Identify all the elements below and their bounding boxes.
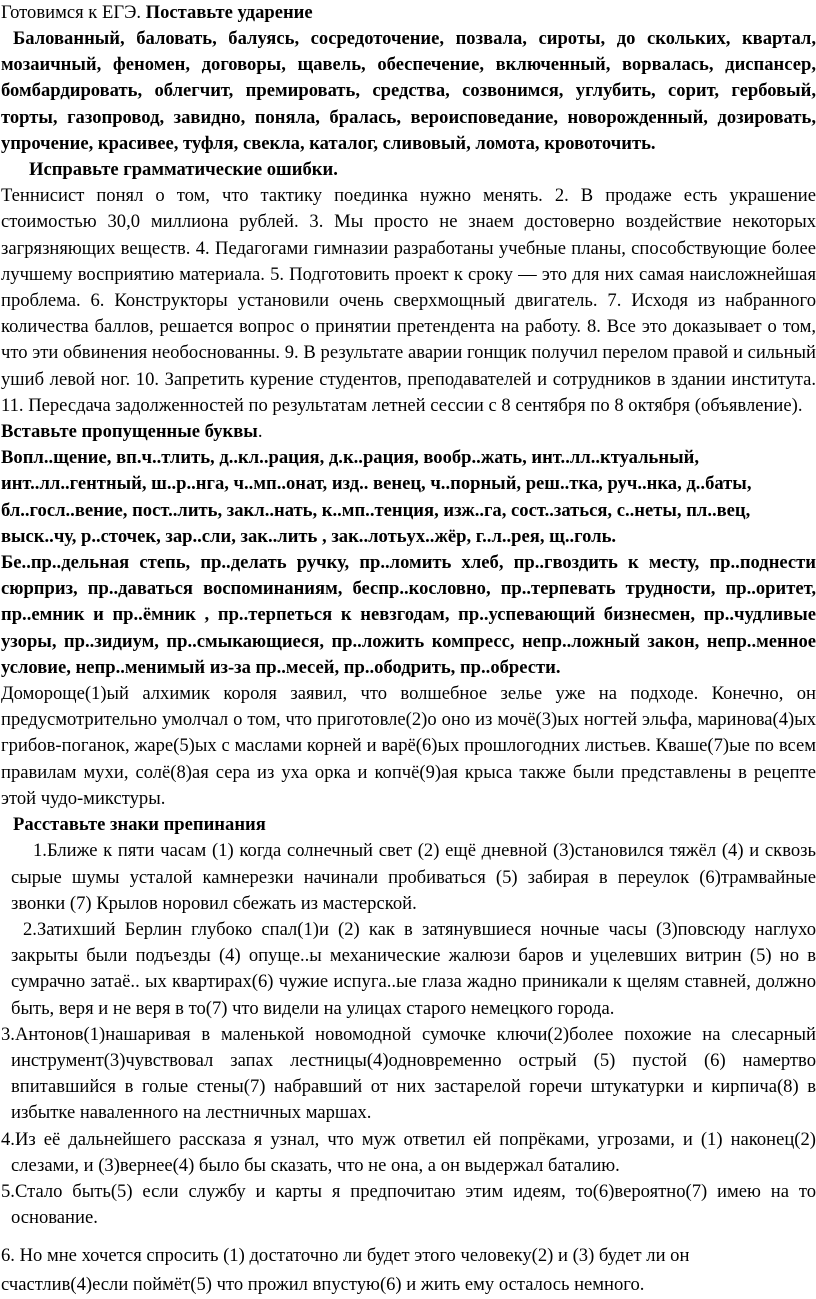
grammar-paragraph: Теннисист понял о том, что тактику поединка нужно менять. 2. В продаже есть украшение стоимостью 30,0 миллиона рублей. 3. Мы просто не знаем достоверно воздействие некоторых загрязняющих веществ. 4. Педагогами гимназии разработаны учебные планы, способствующие более лучшему восприятию материала. 5. Подготовить проект к сроку — это для них самая наисложнейшая проблема. 6. Конструкторы установили очень сверхмощный двигатель. 7. Исходя из набранного количества баллов, решается вопрос о принятии претендента на работу. 8. Все это доказывает о том, что эти обвинения необоснованны. 9. В результате аварии гонщик получил перелом правой и сильный ушиб левой ног. 10. Запретить курение студентов, преподавателей и сотрудников в здании института. 11. Пересдача задолженностей по результатам летней сессии с 8 сентября по 8 октября (объявление). [1,185,816,416]
punctuation-item-2: 2.Затихший Берлин глубоко спал(1)и (2) как в затянувшиеся ночные часы (3)повсюду наглухо закрыты были подъезды (4) опуще..ы механические жалюзи баров и уцелевших витрин (5) но в сумрачно затаё.. ых квартирах(6) чужие испуга..ые глаза жадно приникали к щелям ставней, должно быть, веря и не веря в то(7) что видели на улицах старого немецкого города. [11,918,816,1019]
section-title-stress: Поставьте ударение [145,2,313,23]
punctuation-item-4: 4.Из её дальнейшего рассказа я узнал, что муж ответил ей попрёками, угрозами, и (1) наконец(2) слезами, и (3)вернее(4) было бы сказать, что не она, а он выдержал баталию. [1,1128,816,1176]
header-prefix: Готовимся к ЕГЭ. [1,2,142,23]
punctuation-item-1: 1.Ближе к пяти часам (1) когда солнечный свет (2) ещё дневной (3)становился тяжёл (4) и сквозь сырые шумы усталой камнерезки начинали пробиваться (5) забирая в переулок (6)трамвайные звонки (7) Крылов норовил сбежать из мастерской. [11,840,816,914]
section-title-letters-line [1,419,816,445]
section-title-letters-suffix: . [257,421,263,443]
letters-paragraph-1: Вопл..щение, вп.ч..тлить, д..кл..рация, д.к..рация, вообр..жать, инт..лл..ктуальный, инт..лл..гентный, ш..р..нга, ч..мп..онат, изд.. венец, ч..порный, реш..тка, руч..нка, д..баты, бл..госл..вение, пост..лить, закл..нать, к..мп..тенция, изж..га, сост..заться, с..неты, пл..вец, выск..чу, р..сточек, зар..сли, зак..лить , зак..лотьух..жёр, г..л..рея, щ..голь. [1,447,752,547]
section-title-punctuation: Расставьте знаки препинания [13,814,266,836]
section-title-letters: Вставьте пропущенные буквы [1,421,258,443]
punctuation-item-6: 6. Но мне хочется спросить (1) достаточно ли будет этого человеку(2) и (3) будет ли он счастлив(4)если поймёт(5) что прожил впустую(6) и жить ему осталось немного. [1,1245,690,1296]
spacer [1,1231,816,1241]
page-header [1,0,816,26]
letters-paragraph-2: Бе..пр..дельная степь, пр..делать ручку, пр..ломить хлеб, пр..гвоздить к месту, пр..поднести сюрприз, пр..даваться воспоминаниям, беспр..кословно, пр..терпевать трудности, пр..оритет, пр..емник и пр..ёмник , пр..терпеться к невзгодам, пр..успевающий бизнесмен, пр..чудливые узоры, пр..зидиум, пр..смыкающиеся, пр..ложить компресс, непр..ложный закон, непр..менное условие, непр..менимый из-за пр..месей, пр..ободрить, пр..обрести. [1,552,816,678]
punctuation-item-5: 5.Стало быть(5) если службу и карты я предпочитаю этим идеям, то(6)вероятно(7) имею на то основание. [1,1180,816,1229]
letters-paragraph-n: Доморощe(1)ый алхимик короля заявил, что волшебное зелье уже на подходе. Конечно, он предусмотрительно умолчал о том, что приготовле(2)о оно из мочё(3)ых ногтей эльфа, маринова(4)ых грибов-поганок, жаре(5)ых с маслами корней и варё(6)ых прошлогодних листьев. Кваше(7)ые по всем правилам мухи, солё(8)ая сера из уха орка и копчё(9)ая крыса также были представлены в рецепте этой чудо-микстуры. [1,683,816,809]
punctuation-item-3: 3.Антонов(1)нашаривая в маленькой новомодной сумочке ключи(2)более похожие на слесарный инструмент(3)чувствовал запах лестницы(4)одновременно острый (5) пустой (6) намертво впитавшийся в голые стены(7) набравший от них застарелой горечи штукатурки и кирпича(8) в избытке наваленного на лестничных маршах. [1,1023,816,1124]
section-title-grammar: Исправьте грамматические ошибки. [29,159,338,181]
stress-words-paragraph: Балованный, баловать, балуясь, сосредоточение, позвала, сироты, до скольких, квартал, мозаичный, феномен, договоры, щавель, обеспечение, включенный, ворвалась, диспансер, бомбардировать, облегчит, премировать, средства, созвонимся, углубить, сорит, гербовый, торты, газопровод, завидно, поняла, бралась, вероисповедание, новорожденный, дозировать, упрочение, красивее, туфля, свекла, каталог, сливовый, ломота, кровоточить. [1,28,816,154]
